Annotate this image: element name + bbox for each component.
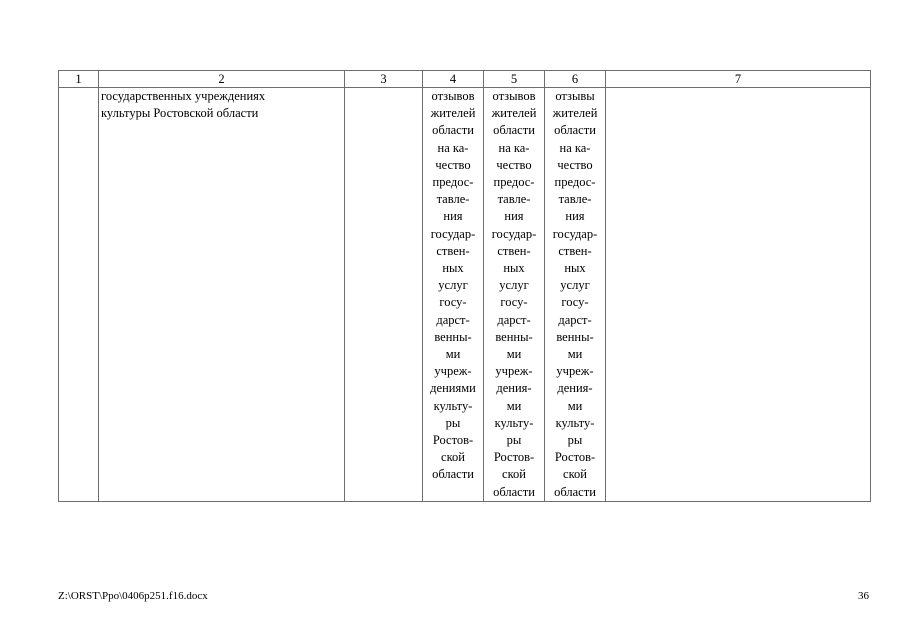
cell-line: культу- <box>494 415 534 430</box>
cell-line: госу- <box>500 295 528 310</box>
cell-line: области <box>432 467 474 482</box>
cell-col4 <box>423 88 484 502</box>
cell-col3 <box>345 88 423 502</box>
cell-line: дения- <box>557 381 593 396</box>
cell-line: учреж- <box>556 364 594 379</box>
cell-line: предос- <box>432 175 474 190</box>
cell-line: области <box>432 123 474 138</box>
cell-col6 <box>545 88 606 502</box>
cell-line: государственных учреждениях <box>101 89 266 103</box>
cell-line: государ- <box>552 226 598 241</box>
cell-line: учреж- <box>495 364 533 379</box>
cell-line: жителей <box>491 106 537 121</box>
cell-line: госу- <box>439 295 467 310</box>
cell-col1 <box>59 88 99 502</box>
cell-line: ствен- <box>436 243 470 258</box>
cell-line: ми <box>506 347 522 362</box>
cell-line: на ка- <box>559 140 591 155</box>
cell-line: ской <box>563 467 587 482</box>
cell-line: государ- <box>491 226 537 241</box>
cell-line: венны- <box>495 329 533 344</box>
cell-line: культу- <box>555 415 595 430</box>
column-header-2: 2 <box>99 71 345 88</box>
cell-line: ния <box>504 209 524 224</box>
column-header-5: 5 <box>484 71 545 88</box>
cell-line: ми <box>567 398 583 413</box>
cell-line: чество <box>496 157 532 172</box>
cell-line: услуг <box>499 278 529 293</box>
cell-line: ми <box>567 347 583 362</box>
cell-line: отзывы <box>555 89 595 103</box>
cell-line: Ростов- <box>554 450 596 465</box>
cell-line: тавле- <box>497 192 531 207</box>
column-header-3: 3 <box>345 71 423 88</box>
cell-col7 <box>606 88 871 502</box>
cell-col5 <box>484 88 545 502</box>
column-header-4: 4 <box>423 71 484 88</box>
footer-page-number: 36 <box>858 590 869 602</box>
cell-line: дарст- <box>436 312 470 327</box>
cell-line: области <box>554 123 596 138</box>
cell-line: чество <box>435 157 471 172</box>
cell-line: венны- <box>556 329 594 344</box>
cell-line: ния <box>443 209 463 224</box>
cell-line: дениями <box>430 381 476 396</box>
cell-line: ствен- <box>558 243 592 258</box>
cell-line: тавле- <box>436 192 470 207</box>
cell-line: государ- <box>430 226 476 241</box>
cell-line: жителей <box>552 106 598 121</box>
cell-line: ры <box>445 415 461 430</box>
cell-line: отзывов <box>492 89 536 103</box>
cell-line: области <box>554 484 596 499</box>
cell-line: услуг <box>560 278 590 293</box>
cell-line: дарст- <box>558 312 592 327</box>
cell-line: услуг <box>438 278 468 293</box>
table-header-row <box>59 71 871 88</box>
column-header-7: 7 <box>606 71 871 88</box>
cell-line: учреж- <box>434 364 472 379</box>
cell-line: Ростов- <box>493 450 535 465</box>
cell-line: области <box>493 484 535 499</box>
cell-line: ных <box>564 261 586 276</box>
cell-line: ния <box>565 209 585 224</box>
table-row <box>59 88 871 502</box>
cell-line: ры <box>506 433 522 448</box>
cell-line: ми <box>506 398 522 413</box>
footer-file-path: Z:\ORST\Ppo\0406p251.f16.docx <box>58 590 208 602</box>
cell-line: культу- <box>433 398 473 413</box>
cell-line: предос- <box>493 175 535 190</box>
column-header-6: 6 <box>545 71 606 88</box>
cell-line: ных <box>503 261 525 276</box>
cell-line: жителей <box>430 106 476 121</box>
cell-line: ской <box>441 450 465 465</box>
cell-line: тавле- <box>558 192 592 207</box>
cell-line: дарст- <box>497 312 531 327</box>
cell-line: культуры Ростовской области <box>101 106 259 121</box>
cell-line: предос- <box>554 175 596 190</box>
cell-line: области <box>493 123 535 138</box>
cell-line: дения- <box>496 381 532 396</box>
cell-line: ми <box>445 347 461 362</box>
cell-line: ных <box>442 261 464 276</box>
cell-line: чество <box>557 157 593 172</box>
cell-line: на ка- <box>498 140 530 155</box>
cell-col2 <box>99 88 345 502</box>
cell-line: венны- <box>434 329 472 344</box>
cell-line: госу- <box>561 295 589 310</box>
cell-line: ской <box>502 467 526 482</box>
cell-line: ствен- <box>497 243 531 258</box>
cell-line: отзывов <box>431 89 475 103</box>
document-table <box>58 70 871 502</box>
cell-line: на ка- <box>437 140 469 155</box>
cell-line: Ростов- <box>432 433 474 448</box>
column-header-1: 1 <box>59 71 99 88</box>
cell-line: ры <box>567 433 583 448</box>
